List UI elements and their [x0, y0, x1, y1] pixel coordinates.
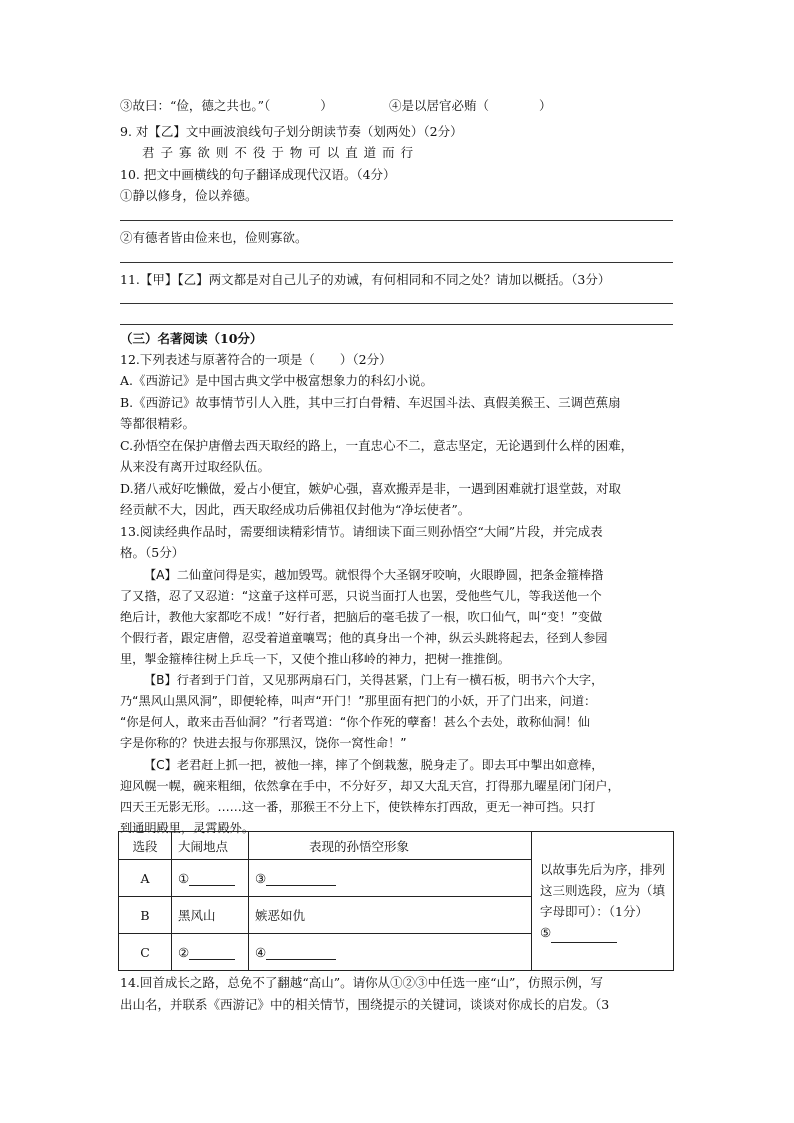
- q14-prompt-cont: 出山名，并联系《西游记》中的相关情节，围绕提示的关键词，谈谈对你成长的启发。（3: [120, 997, 610, 1012]
- q9-prompt: 9. 对【乙】文中画波浪线句子划分朗读节奏（划两处）（2分）: [120, 124, 463, 139]
- header-segment: 选段: [119, 832, 172, 860]
- q13-prompt-cont: 格。（5分）: [120, 545, 185, 560]
- q12-option-b-cont: 等都很精彩。: [120, 416, 196, 431]
- order-question-cell: [532, 832, 674, 971]
- passage-c: 到通明殿里，灵霄殿外。: [120, 821, 255, 835]
- q12-option-a: A.《西游记》是中国古典文学中极富想象力的科幻小说。: [120, 373, 434, 388]
- q12-option-d: D.猪八戒好吃懒做，爱占小便宜，嫉妒心强，喜欢搬弄是非，一遇到困难就打退堂鼓，对取: [120, 481, 622, 496]
- q10-prompt: 10. 把文中画横线的句子翻译成现代汉语。（4分）: [120, 167, 396, 182]
- q12-option-d-cont: 经贡献不大，因此，西天取经成功后佛祖仅封他为“净坛使者”。: [120, 502, 471, 517]
- row-c-image-blank[interactable]: ④: [249, 934, 532, 971]
- header-place: 大闹地点: [172, 832, 249, 860]
- passage-c: 【C】老君赶上抓一把，被他一摔，摔了个倒栽葱，脱身走了。即去耳中掣出如意棒，: [144, 758, 604, 772]
- answer-line: [120, 220, 673, 221]
- passage-b: 【B】行者到于门首，又见那两扇石门，关得甚紧，门上有一横石板，明书六个大字，: [144, 673, 604, 687]
- q12-option-c-cont: 从来没有离开过取经队伍。: [120, 459, 271, 474]
- row-c-segment: C: [119, 934, 172, 971]
- answer-table: [118, 831, 674, 971]
- q12-option-c: C.孙悟空在保护唐僧去西天取经的路上，一直忠心不二，意志坚定，无论遇到什么样的困难，: [120, 438, 634, 453]
- passage-c: 迎风幌一幌，碗来粗细，依然拿在手中，不分好歹，却又大乱天宫，打得那九曜星闭门闭户，: [120, 779, 620, 793]
- answer-line: [120, 262, 673, 263]
- answer-line: [120, 303, 673, 304]
- q10-sentence-1: ①静以修身，俭以养德。: [120, 188, 258, 203]
- row-b-segment: B: [119, 897, 172, 934]
- order-note: 以故事先后为序，排列: [540, 862, 666, 877]
- passage-c: 四天王无影无形。……这一番，那猴王不分上下，使铁棒东打西敌，更无一神可挡。只打: [120, 800, 596, 814]
- row-a-place-blank[interactable]: ①: [172, 860, 249, 897]
- passage-a: 了又揝，忍了又忍道：“这童子这样可恶，只说当面打人也罢，受他些气儿，等我送他一个: [120, 589, 602, 603]
- row-c-place-blank[interactable]: ②: [172, 934, 249, 971]
- passage-a: 个假行者，跟定唐僧，忍受着道童嚷骂；他的真身出一个神，纵云头跳将起去，径到人参园: [120, 631, 608, 645]
- q12-prompt: 12.下列表述与原著符合的一项是（ ）（2分）: [120, 352, 392, 367]
- passage-b: 字是你称的？快进去报与你那黑汉，饶你一窝性命！”: [120, 736, 407, 750]
- q14-prompt: 14.回首成长之路，总免不了翻越“高山”。请你从①②③中任选一座“山”，仿照示例，写: [120, 975, 603, 990]
- section-title: （三）名著阅读（10分）: [120, 331, 263, 346]
- q13-prompt: 13.阅读经典作品时，需要细读精彩情节。请细读下面三则孙悟空“大闹”片段，并完成表: [120, 524, 603, 539]
- row-a-image-blank[interactable]: ③: [249, 860, 532, 897]
- q8-items-3-4: ③故曰：“俭，德之共也。”（ ） ④是以居官必贿（ ）: [120, 98, 552, 113]
- order-answer-blank[interactable]: ⑤: [540, 922, 667, 943]
- row-a-segment: A: [119, 860, 172, 897]
- q9-sentence: 君 子 寡 欲 则 不 役 于 物 可 以 直 道 而 行: [142, 145, 415, 160]
- answer-line: [120, 324, 673, 325]
- q10-sentence-2: ②有德者皆由俭来也，俭则寡欲。: [120, 230, 308, 245]
- passage-b: 乃“黑风山黑风洞”，即便轮棒，叫声“开门！”那里面有把门的小妖，开了门出来，问道：: [120, 694, 597, 708]
- passage-a: 【A】二仙童问得是实，越加毁骂。就恨得个大圣钢牙咬响，火眼睁圆，把条金箍棒揝: [144, 568, 604, 582]
- row-b-image: 嫉恶如仇: [249, 897, 532, 934]
- order-note: 这三则选段，应为（填: [540, 883, 666, 898]
- order-note: 字母即可）：（1分）: [540, 904, 648, 919]
- q12-option-b: B.《西游记》故事情节引人入胜，其中三打白骨精、车迟国斗法、真假美猴王、三调芭蕉扇: [120, 395, 621, 410]
- header-image: 表现的孙悟空形象: [249, 832, 532, 860]
- q11-prompt: 11.【甲】【乙】两文都是对自己儿子的劝诫，有何相同和不同之处？请加以概括。（3分）: [120, 272, 611, 287]
- row-b-place: 黑风山: [172, 897, 249, 934]
- passage-b: “你是何人，敢来击吾仙洞？”行者骂道：“你个作死的孽畜！甚么个去处，敢称仙洞！仙: [120, 715, 590, 729]
- passage-a: 里，掣金箍棒往树上乒乓一下，又使个推山移岭的神力，把树一推推倒。: [120, 652, 510, 666]
- passage-a: 绝后计，教他大家都吃不成！”好行者，把脑后的毫毛拔了一根，吹口仙气，叫“变！”变做: [120, 610, 603, 624]
